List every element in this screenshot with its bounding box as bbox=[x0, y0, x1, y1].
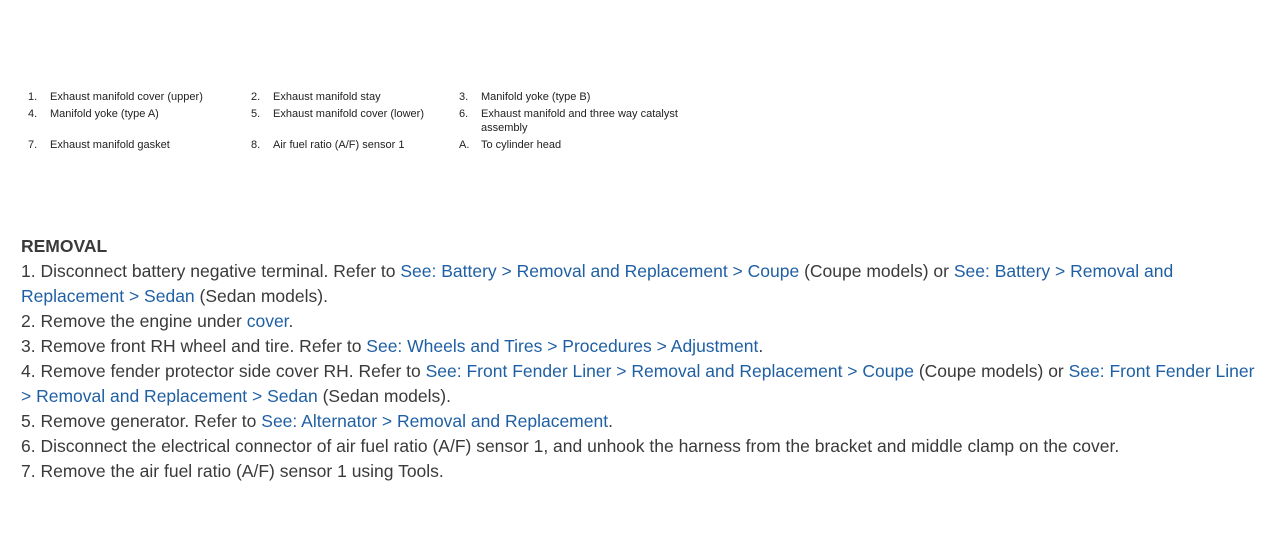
legend-text: Exhaust manifold cover (lower) bbox=[273, 108, 425, 120]
wheels-tires-adjustment-link[interactable]: See: Wheels and Tires > Procedures > Adjustment bbox=[366, 336, 759, 356]
cover-link[interactable]: cover bbox=[246, 311, 289, 331]
legend-number: A. bbox=[459, 139, 470, 151]
legend-text: Manifold yoke (type A) bbox=[50, 108, 159, 120]
battery-sedan-link[interactable]: See: Battery > Removal and Replacement > Sedan bbox=[21, 261, 1174, 306]
step-text: 6. Disconnect the electrical connector of air fuel ratio (A/F) sensor 1, and unhook the harness from the bracket and middle clamp on the cover. bbox=[21, 436, 1120, 456]
fender-liner-coupe-link[interactable]: See: Front Fender Liner > Removal and Replacement > Coupe bbox=[425, 361, 914, 381]
step-text: 3. Remove front RH wheel and tire. Refer to bbox=[21, 336, 367, 356]
step-text: . bbox=[288, 311, 294, 331]
step-4 bbox=[17, 359, 1257, 409]
alternator-link[interactable]: See: Alternator > Removal and Replacement bbox=[261, 411, 609, 431]
legend-text: Air fuel ratio (A/F) sensor 1 bbox=[273, 139, 405, 151]
legend-number: 4. bbox=[28, 108, 38, 120]
step-text: (Coupe models) or bbox=[799, 261, 954, 281]
legend-number: 7. bbox=[28, 139, 38, 151]
legend-text: To cylinder head bbox=[481, 139, 562, 151]
step-text: (Coupe models) or bbox=[913, 361, 1069, 381]
removal-procedure bbox=[17, 234, 1257, 484]
legend-number: 6. bbox=[459, 108, 469, 120]
step-7 bbox=[17, 459, 1257, 484]
step-text: . bbox=[758, 336, 764, 356]
battery-coupe-link[interactable]: See: Battery > Removal and Replacement > Coupe bbox=[400, 261, 800, 281]
parts-legend bbox=[0, 0, 720, 160]
legend-text: Manifold yoke (type B) bbox=[481, 91, 591, 103]
legend-text: Exhaust manifold stay bbox=[273, 91, 381, 103]
legend-number: 8. bbox=[251, 139, 261, 151]
step-text: 2. Remove the engine under bbox=[21, 311, 247, 331]
step-text: (Sedan models). bbox=[194, 286, 328, 306]
step-1 bbox=[17, 259, 1257, 309]
step-6 bbox=[17, 434, 1257, 459]
step-text: 1. Disconnect battery negative terminal. Refer to bbox=[21, 261, 401, 281]
legend-number: 3. bbox=[459, 91, 469, 103]
step-text: 5. Remove generator. Refer to bbox=[21, 411, 262, 431]
legend-text: Exhaust manifold and three way catalyst bbox=[481, 108, 678, 120]
fender-liner-sedan-link[interactable]: See: Front Fender Liner > Removal and Replacement > Sedan bbox=[21, 361, 1255, 406]
step-2 bbox=[17, 309, 1257, 334]
legend-number: 2. bbox=[251, 91, 261, 103]
step-text: 7. Remove the air fuel ratio (A/F) sensor 1 using Tools. bbox=[21, 461, 444, 481]
removal-heading: REMOVAL bbox=[21, 236, 108, 256]
legend-number: 1. bbox=[28, 91, 38, 103]
step-text: . bbox=[608, 411, 613, 431]
legend-number: 5. bbox=[251, 108, 261, 120]
legend-text: Exhaust manifold cover (upper) bbox=[50, 91, 203, 103]
step-text: (Sedan models). bbox=[317, 386, 451, 406]
step-3 bbox=[17, 334, 1257, 359]
step-5 bbox=[17, 409, 1257, 434]
step-text: 4. Remove fender protector side cover RH. Refer to bbox=[21, 361, 426, 381]
legend-text: Exhaust manifold gasket bbox=[50, 139, 170, 151]
legend-text-continued: assembly bbox=[481, 122, 528, 134]
